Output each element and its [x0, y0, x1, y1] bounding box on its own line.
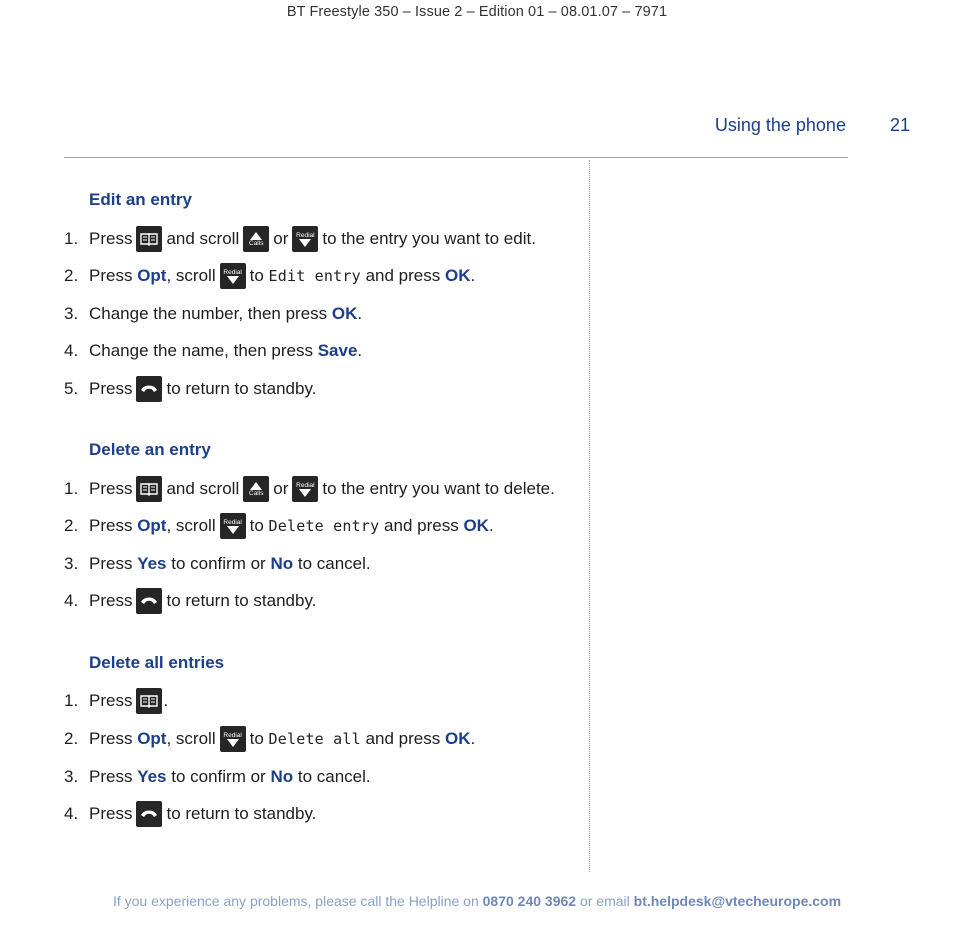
section-title-edit: Edit an entry — [89, 190, 192, 209]
helpline-number: 0870 240 3962 — [482, 893, 577, 909]
no-key-label: No — [270, 767, 294, 786]
opt-key-label: Opt — [137, 516, 167, 535]
redial-down-icon: Redial — [292, 476, 318, 502]
delete-all-step-1: 1. Press . — [64, 687, 168, 715]
calls-up-icon: Calls — [243, 226, 269, 252]
save-key-label: Save — [317, 341, 358, 360]
edit-step-1: 1. Press and scroll Calls or Redial to the entry you want to edit. — [64, 225, 536, 253]
display-text: Edit entry — [268, 267, 361, 285]
page-number: 21 — [889, 115, 910, 135]
delete-step-2: 2. Press Opt , scroll Redial to Delete entry and press OK . — [64, 512, 494, 540]
redial-down-icon: Redial — [292, 226, 318, 252]
header-rule — [64, 157, 848, 158]
yes-key-label: Yes — [137, 767, 167, 786]
end-call-icon — [136, 801, 162, 827]
document-meta: BT Freestyle 350 – Issue 2 – Edition 01 – 08.01.07 – 7971 — [286, 4, 668, 20]
end-call-icon — [136, 376, 162, 402]
end-call-icon — [136, 588, 162, 614]
delete-step-1: 1. Press and scroll Calls or Redial to the entry you want to delete. — [64, 475, 555, 503]
delete-all-step-2: 2. Press Opt , scroll Redial to Delete all and press OK . — [64, 725, 475, 753]
opt-key-label: Opt — [137, 266, 167, 285]
section-title-delete-all: Delete all entries — [89, 653, 225, 672]
calls-up-icon: Calls — [243, 476, 269, 502]
helpdesk-email: bt.helpdesk@vtecheurope.com — [633, 893, 842, 909]
delete-all-step-4: 4. Press to return to standby. — [64, 800, 316, 828]
phonebook-icon — [136, 476, 162, 502]
phonebook-icon — [136, 226, 162, 252]
phonebook-icon — [136, 688, 162, 714]
yes-key-label: Yes — [137, 554, 167, 573]
ok-key-label: OK — [444, 266, 471, 285]
delete-step-4: 4. Press to return to standby. — [64, 587, 316, 615]
edit-step-4: 4. Change the name, then press Save . — [64, 341, 363, 360]
edit-step-3: 3. Change the number, then press OK . — [64, 304, 363, 323]
delete-step-3: 3. Press Yes to confirm or No to cancel. — [64, 554, 371, 573]
redial-down-icon: Redial — [220, 726, 246, 752]
helpline-footer: If you experience any problems, please call the Helpline on 0870 240 3962 or email bt.helpdesk@vtecheurope.com — [112, 893, 842, 909]
redial-down-icon: Redial — [220, 513, 246, 539]
section-name: Using the phone — [714, 115, 846, 135]
delete-all-step-3: 3. Press Yes to confirm or No to cancel. — [64, 767, 371, 786]
ok-key-label: OK — [331, 304, 358, 323]
no-key-label: No — [270, 554, 294, 573]
redial-down-icon: Redial — [220, 263, 246, 289]
edit-step-5: 5. Press to return to standby. — [64, 375, 316, 403]
opt-key-label: Opt — [137, 729, 167, 748]
display-text: Delete entry — [268, 517, 380, 535]
edit-step-2: 2. Press Opt , scroll Redial to Edit entry and press OK . — [64, 262, 475, 290]
display-text: Delete all — [268, 730, 361, 748]
running-head — [600, 115, 910, 136]
ok-key-label: OK — [444, 729, 471, 748]
ok-key-label: OK — [463, 516, 489, 535]
column-divider — [589, 160, 590, 872]
section-title-delete: Delete an entry — [89, 440, 211, 459]
